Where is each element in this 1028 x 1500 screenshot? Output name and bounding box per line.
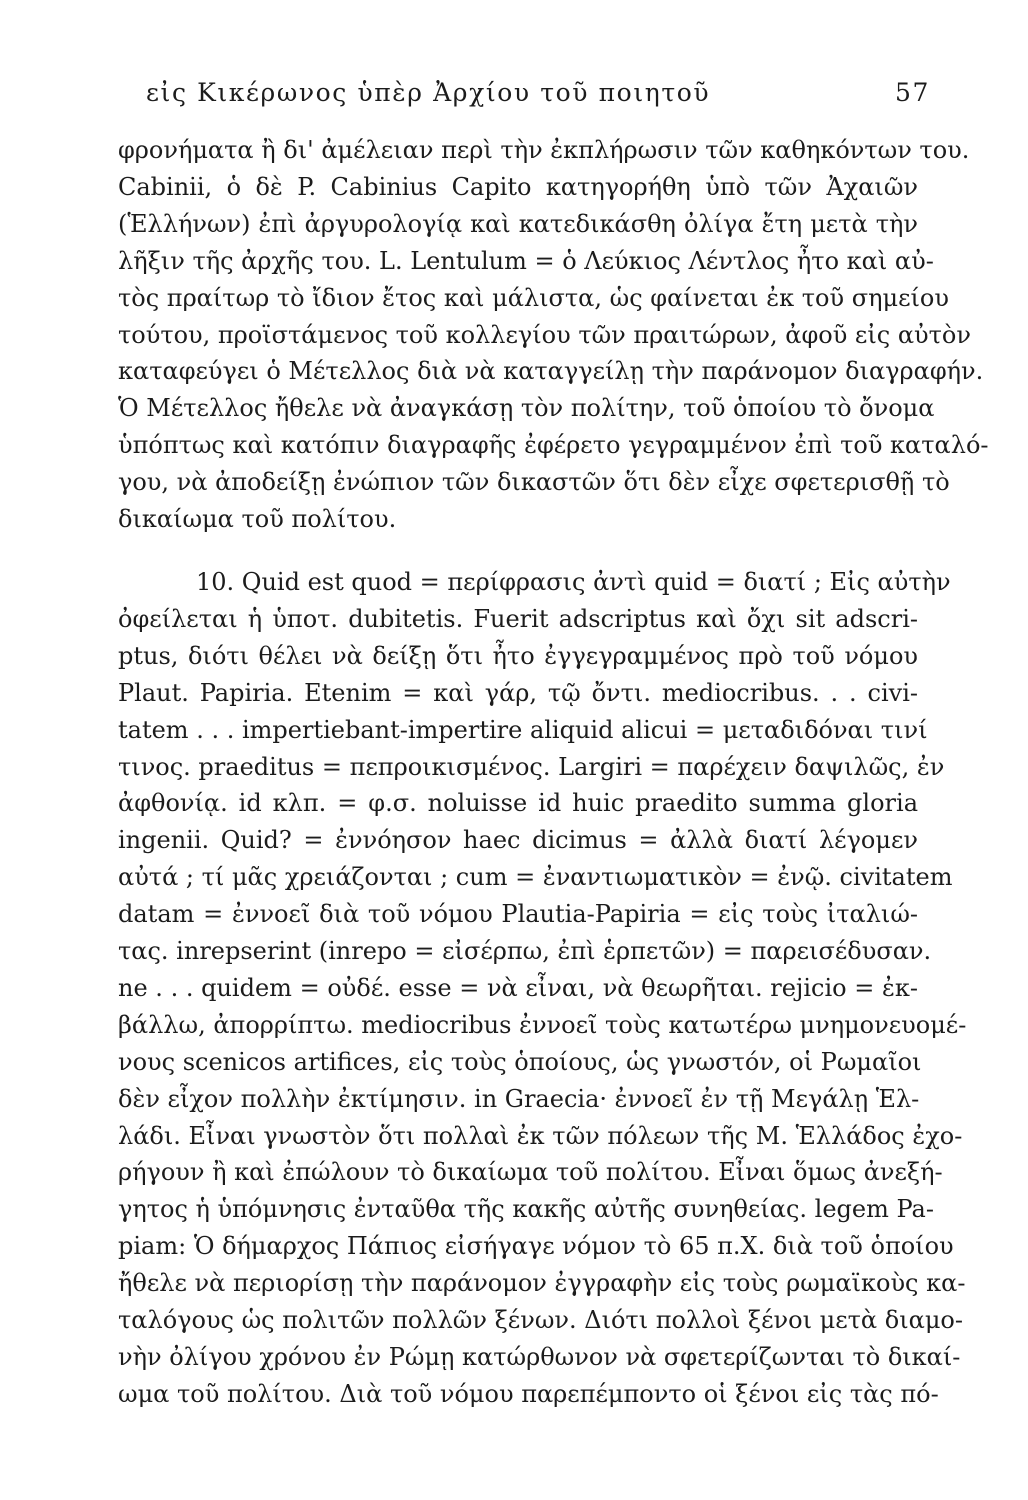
text-line: ωμα τοῦ πολίτου. Διὰ τοῦ νόμου παρεπέμποντο οἱ ξένοι εἰς τὰς πό- xyxy=(118,1379,939,1408)
text-line: τας. inrepserint (inrepo = εἰσέρπω, ἐπὶ ἑρπετῶν) = παρεισέδυσαν. xyxy=(118,937,932,966)
text-line: φρονήματα ἢ δι' ἀμέλειαν περὶ τὴν ἐκπλήρωσιν τῶν καθηκόντων του. xyxy=(118,136,970,164)
text-line: αὐτά ; τί μᾶς χρειάζονται ; cum = ἐναντιωματικὸν = ἐνῷ. civitatem xyxy=(118,863,953,892)
text-line: Ὁ Μέτελλος ἤθελε νὰ ἀναγκάσῃ τὸν πολίτην, τοῦ ὁποίου τὸ ὄνομα xyxy=(118,394,935,423)
running-head xyxy=(118,78,930,124)
text-line: ὑπόπτως καὶ κατόπιν διαγραφῆς ἐφέρετο γεγραμμένον ἐπὶ τοῦ καταλό- xyxy=(118,431,989,460)
text-line: piam: Ὁ δήμαρχος Πάπιος εἰσήγαγε νόμον τὸ 65 π.Χ. διὰ τοῦ ὁποίου xyxy=(118,1232,954,1261)
paragraph-1 xyxy=(118,132,989,538)
text-line: datam = ἐννοεῖ διὰ τοῦ νόμου Plautia-Papiria = εἰς τοὺς ἰταλιώ- xyxy=(118,900,918,929)
text-line: ἤθελε νὰ περιορίσῃ τὴν παράνομον ἐγγραφὴν εἰς τοὺς ρωμαϊκοὺς κα- xyxy=(118,1269,966,1298)
text-line: ρήγουν ἢ καὶ ἐπώλουν τὸ δικαίωμα τοῦ πολίτου. Εἶναι ὅμως ἀνεξή- xyxy=(118,1158,943,1187)
text-line: Plaut. Papiria. Etenim = καὶ γάρ, τῷ ὄντι. mediocribus. . . civi- xyxy=(118,678,918,707)
text-line: ne . . . quidem = οὐδέ. esse = νὰ εἶναι, νὰ θεωρῆται. rejicio = ἐκ- xyxy=(118,973,918,1002)
text-line: λάδι. Εἶναι γνωστὸν ὅτι πολλαὶ ἐκ τῶν πόλεων τῆς Μ. Ἑλλάδος ἐχο- xyxy=(118,1121,963,1150)
text-line: τινος. praeditus = πεπροικισμένος. Largiri = παρέχειν δαψιλῶς, ἐν xyxy=(118,752,945,781)
text-line: λῆξιν τῆς ἀρχῆς του. L. Lentulum = ὁ Λεύκιος Λέντλος ἦτο καὶ αὐ- xyxy=(118,246,934,275)
paragraph-2 xyxy=(118,564,967,1413)
text-line: καταφεύγει ὁ Μέτελλος διὰ νὰ καταγγείλῃ τὴν παράνομον διαγραφήν. xyxy=(118,357,984,386)
text-line: (Ἑλλήνων) ἐπὶ ἀργυρολογίᾳ καὶ κατεδικάσθη ὀλίγα ἔτη μετὰ τὴν xyxy=(118,209,918,238)
paragraph-spacer xyxy=(118,538,918,564)
text-line: ταλόγους ὡς πολιτῶν πολλῶν ξένων. Διότι πολλοὶ ξένοι μετὰ διαμο- xyxy=(118,1306,963,1335)
text-line: ingenii. Quid? = ἐννόησον haec dicimus = ἀλλὰ διατί λέγομεν xyxy=(118,826,918,855)
text-line: ἀφθονίᾳ. id κλπ. = φ.σ. noluisse id huic praedito summa gloria xyxy=(118,789,918,818)
text-line: τὸς πραίτωρ τὸ ἴδιον ἔτος καὶ μάλιστα, ὡς φαίνεται ἐκ τοῦ σημείου xyxy=(118,283,949,312)
body-text xyxy=(118,132,989,1413)
text-line: γητος ἡ ὑπόμνησις ἐνταῦθα τῆς κακῆς αὐτῆς συνηθείας. legem Pa- xyxy=(118,1195,934,1224)
text-line: νους scenicos artifices, εἰς τοὺς ὁποίους, ὡς γνωστόν, οἱ Ρωμαῖοι xyxy=(118,1047,922,1076)
text-line: δὲν εἶχον πολλὴν ἐκτίμησιν. in Graecia· ἐννοεῖ ἐν τῇ Μεγάλῃ Ἑλ- xyxy=(118,1084,920,1113)
text-line: νὴν ὀλίγου χρόνου ἐν Ρώμῃ κατώρθωνον νὰ σφετερίζωνται τὸ δικαί- xyxy=(118,1343,961,1371)
text-line: 10. Quid est quod = περίφρασις ἀντὶ quid = διατί ; Εἰς αὐτὴν xyxy=(196,567,951,596)
page-number: 57 xyxy=(894,78,930,107)
text-line: Cabinii, ὁ δὲ P. Cabinius Capito κατηγορήθη ὑπὸ τῶν Ἀχαιῶν xyxy=(118,172,918,201)
text-line: βάλλω, ἀπορρίπτω. mediocribus ἐννοεῖ τοὺς κατωτέρω μνημονευομέ- xyxy=(118,1010,967,1039)
text-line: γου, νὰ ἀποδείξῃ ἐνώπιον τῶν δικαστῶν ὅτι δὲν εἶχε σφετερισθῇ τὸ xyxy=(118,468,950,497)
text-line: tatem . . . impertiebant-impertire aliquid alicui = μεταδιδόναι τινί xyxy=(118,715,928,744)
text-line: δικαίωμα τοῦ πολίτου. xyxy=(118,505,397,534)
text-line: ὀφείλεται ἡ ὑποτ. dubitetis. Fuerit adscriptus καὶ ὄχι sit adscri- xyxy=(118,604,918,633)
running-title: εἰς Κικέρωνος ὑπὲρ Ἀρχίου τοῦ ποιητοῦ xyxy=(146,78,711,107)
text-line: τούτου, προϊστάμενος τοῦ κολλεγίου τῶν πραιτώρων, ἀφοῦ εἰς αὐτὸν xyxy=(118,320,971,349)
text-line: ptus, διότι θέλει νὰ δείξῃ ὅτι ἦτο ἐγγεγραμμένος πρὸ τοῦ νόμου xyxy=(118,641,918,670)
